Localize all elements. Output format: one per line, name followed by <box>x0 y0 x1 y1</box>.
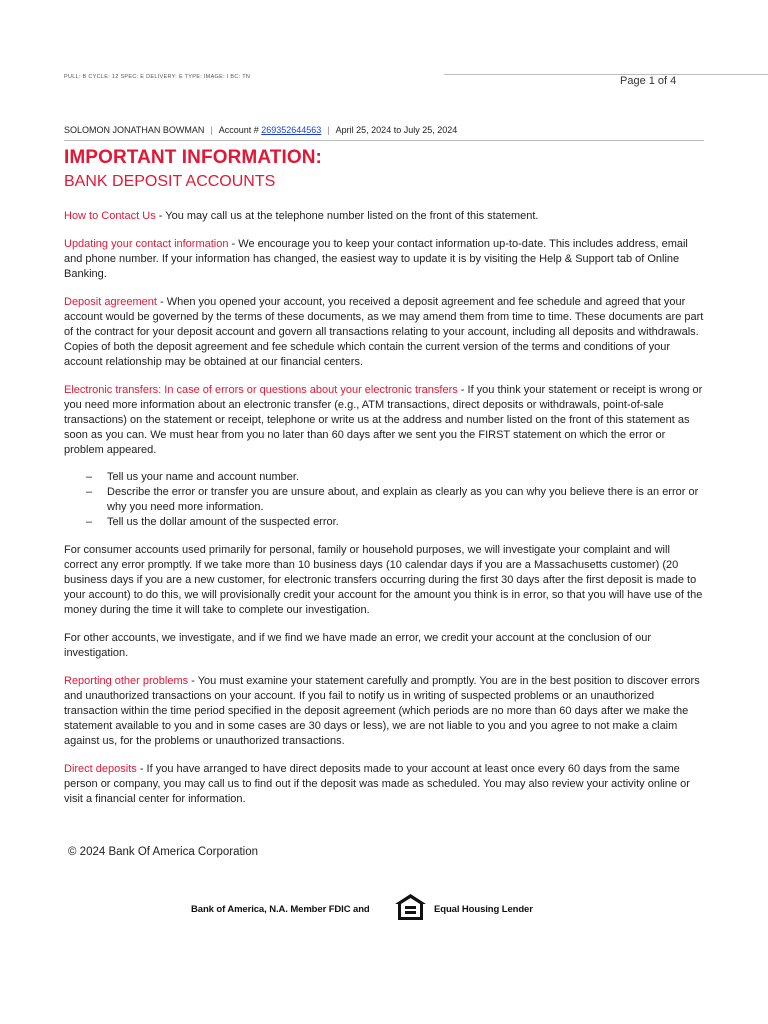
direct-deposits-text: - If you have arranged to have direct deposits made to your account at least once every 60 days from the same person or company, you may call us to find out if the deposit was made as scheduled. You may also review your activity online or visit a financial center for information. <box>64 763 690 805</box>
direct-deposits-heading: Direct deposits <box>64 763 137 775</box>
agreement-text: - When you opened your account, you received a deposit agreement and fee schedule and agreed that your account would be governed by the terms of these documents, as we may amend them from time to time. These documents are part of the contract for your deposit account and govern all transactions relating to your account, including all deposits and withdrawals. Copies of both the deposit agreement and fee schedule which contain the current version of the terms and conditions of your account relationship may be obtained at our financial centers. <box>64 296 704 368</box>
page-subtitle: BANK DEPOSIT ACCOUNTS <box>64 173 276 190</box>
account-holder-name: SOLOMON JONATHAN BOWMAN <box>64 125 205 135</box>
equal-housing-icon <box>394 893 427 921</box>
page-title: IMPORTANT INFORMATION: <box>64 147 322 168</box>
account-label: Account # <box>218 125 259 135</box>
header-rule <box>444 74 768 75</box>
fdic-footer <box>191 893 551 923</box>
contact-heading: How to Contact Us <box>64 210 156 222</box>
agreement-heading: Deposit agreement <box>64 296 157 308</box>
electronic-section <box>64 383 704 458</box>
list-item <box>86 485 704 515</box>
reporting-section <box>64 674 704 749</box>
list-dash: – <box>86 486 93 498</box>
list-item <box>86 515 704 530</box>
contact-text: - You may call us at the telephone number listed on the front of this statement. <box>155 210 539 222</box>
copyright: © 2024 Bank Of America Corporation <box>68 846 259 858</box>
reporting-heading: Reporting other problems <box>64 675 189 687</box>
statement-body <box>64 209 704 820</box>
list-item-text: Describe the error or transfer you are unsure about, and explain as clearly as you can why you believe there is an error or why you need more information. <box>107 486 699 513</box>
other-accounts-paragraph: For other accounts, we investigate, and if we find we have made an error, we credit your account at the conclusion of our investigation. <box>64 632 651 659</box>
page-number: Page 1 of 4 <box>620 75 677 87</box>
separator: | <box>327 125 330 135</box>
list-item-text: Tell us your name and account number. <box>107 471 300 483</box>
agreement-section <box>64 295 704 370</box>
print-codes: PULL: B CYCLE: 12 SPEC: E DELIVERY: E TYPE: IMAGE: I BC: TN <box>64 74 251 80</box>
reporting-text: - You must examine your statement carefully and promptly. You are in the best position to discover errors and unauthorized transactions on your account. If you fail to notify us in writing of suspected problems or an unauthorized transaction within the time period specified in the deposit agreement (which periods are no more than 60 days after we make the statement available to you and in some cases are 30 days or less), we are not liable to you and you agree to not make a claim against us, for the problems or unauthorized transactions. <box>64 675 700 747</box>
updating-heading: Updating your contact information <box>64 238 229 250</box>
consumer-accounts-paragraph: For consumer accounts used primarily for personal, family or household purposes, we will investigate your complaint and will correct any error promptly. If we take more than 10 business days (10 calendar days if you are a Massachusetts customer) (20 business days if you are a new customer, for electronic transfers occurring during the first 30 days after the first deposit is made to your account) to do this, we will provisionally credit your account for the amount you think is in error, so that you will have use of the money during the time it will take to complete our investigation. <box>64 544 703 616</box>
account-number-link[interactable]: 269352644563 <box>261 125 322 135</box>
statement-period: April 25, 2024 to July 25, 2024 <box>335 125 458 135</box>
member-fdic-text: Bank of America, N.A. Member FDIC and <box>191 904 370 915</box>
direct-deposits-section <box>64 762 704 807</box>
page-header <box>64 64 704 87</box>
list-dash: – <box>86 471 93 483</box>
list-dash: – <box>86 516 93 528</box>
equal-housing-lender-text: Equal Housing Lender <box>434 904 533 915</box>
account-rule <box>64 140 704 141</box>
contact-section <box>64 209 704 224</box>
account-line <box>64 125 457 135</box>
separator: | <box>210 125 213 135</box>
electronic-text: - If you think your statement or receipt is wrong or you need more information about an electronic transfer (e.g., ATM transactions, direct deposits or withdrawals, point-of-sale transactions) on the statement or receipt, telephone or write us at the address and number listed on the front of this statement as soon as you can. We must hear from you no later than 60 days after we sent you the FIRST statement on which the error or problem appeared. <box>64 384 703 456</box>
updating-text: - We encourage you to keep your contact information up-to-date. This includes address, email and phone number. If your information has changed, the easiest way to update it is by visiting the Help & Support tab of Online Banking. <box>64 238 688 280</box>
list-item <box>86 470 704 485</box>
list-item-text: Tell us the dollar amount of the suspected error. <box>107 516 339 528</box>
electronic-heading: Electronic transfers: In case of errors or questions about your electronic transfers <box>64 384 458 396</box>
error-steps-list <box>64 470 704 530</box>
updating-section <box>64 237 704 282</box>
